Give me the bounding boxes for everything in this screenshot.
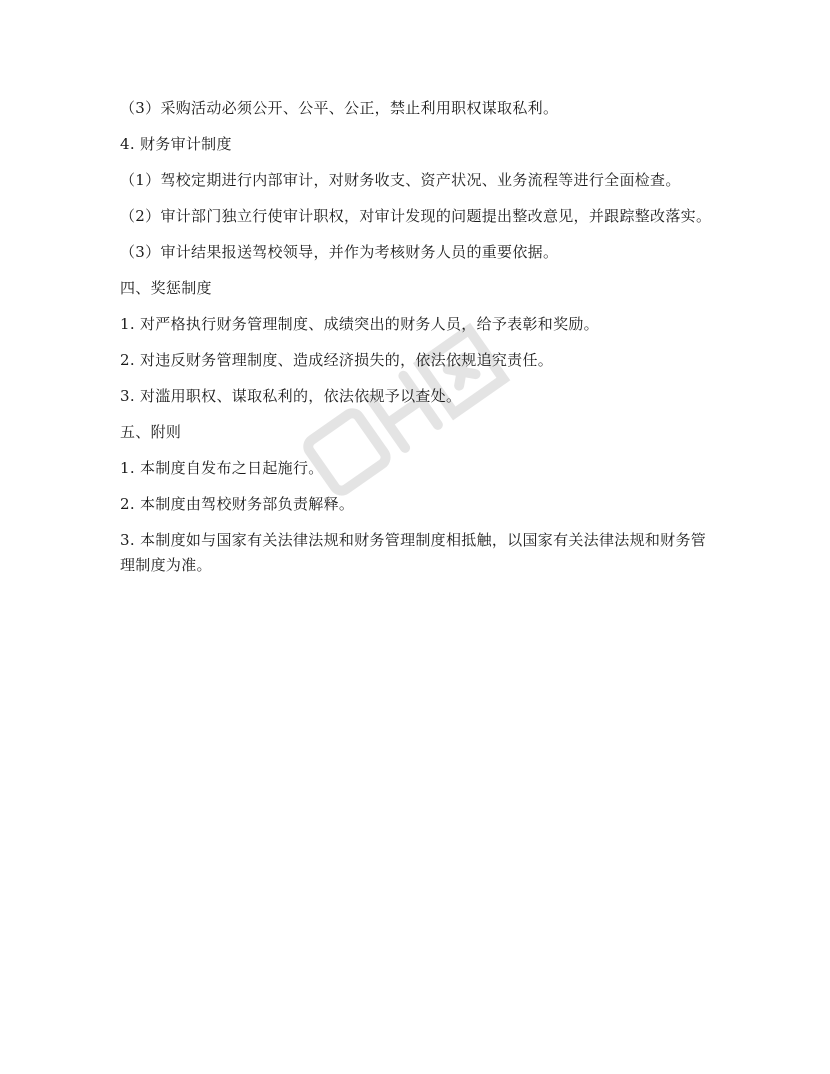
heading-rewards-penalties: 四、奖惩制度: [120, 279, 212, 297]
paragraph-rewards-2: 2. 对违反财务管理制度、造成经济损失的，依法依规追究责任。: [120, 351, 554, 369]
paragraph-procurement-3: （3）采购活动必须公开、公平、公正，禁止利用职权谋取私利。: [120, 99, 559, 117]
paragraph-audit-3: （3）审计结果报送驾校领导，并作为考核财务人员的重要依据。: [120, 243, 559, 261]
paragraph-rewards-3: 3. 对滥用职权、谋取私利的，依法依规予以查处。: [120, 387, 462, 405]
paragraph-rewards-1: 1. 对严格执行财务管理制度、成绩突出的财务人员，给予表彰和奖励。: [120, 315, 599, 333]
heading-supplementary: 五、附则: [120, 423, 182, 441]
paragraph-audit-1: （1）驾校定期进行内部审计，对财务收支、资产状况、业务流程等进行全面检查。: [120, 171, 681, 189]
paragraph-supplementary-3: 3. 本制度如与国家有关法律法规和财务管理制度相抵触，以国家有关法律法规和财务管理制度为准。: [120, 531, 707, 574]
paragraph-supplementary-1: 1. 本制度自发布之日起施行。: [120, 459, 324, 477]
heading-audit-system: 4. 财务审计制度: [120, 135, 232, 153]
document-body: [120, 96, 720, 589]
paragraph-audit-2: （2）审计部门独立行使审计职权，对审计发现的问题提出整改意见，并跟踪整改落实。: [120, 207, 712, 225]
paragraph-supplementary-2: 2. 本制度由驾校财务部负责解释。: [120, 495, 355, 513]
